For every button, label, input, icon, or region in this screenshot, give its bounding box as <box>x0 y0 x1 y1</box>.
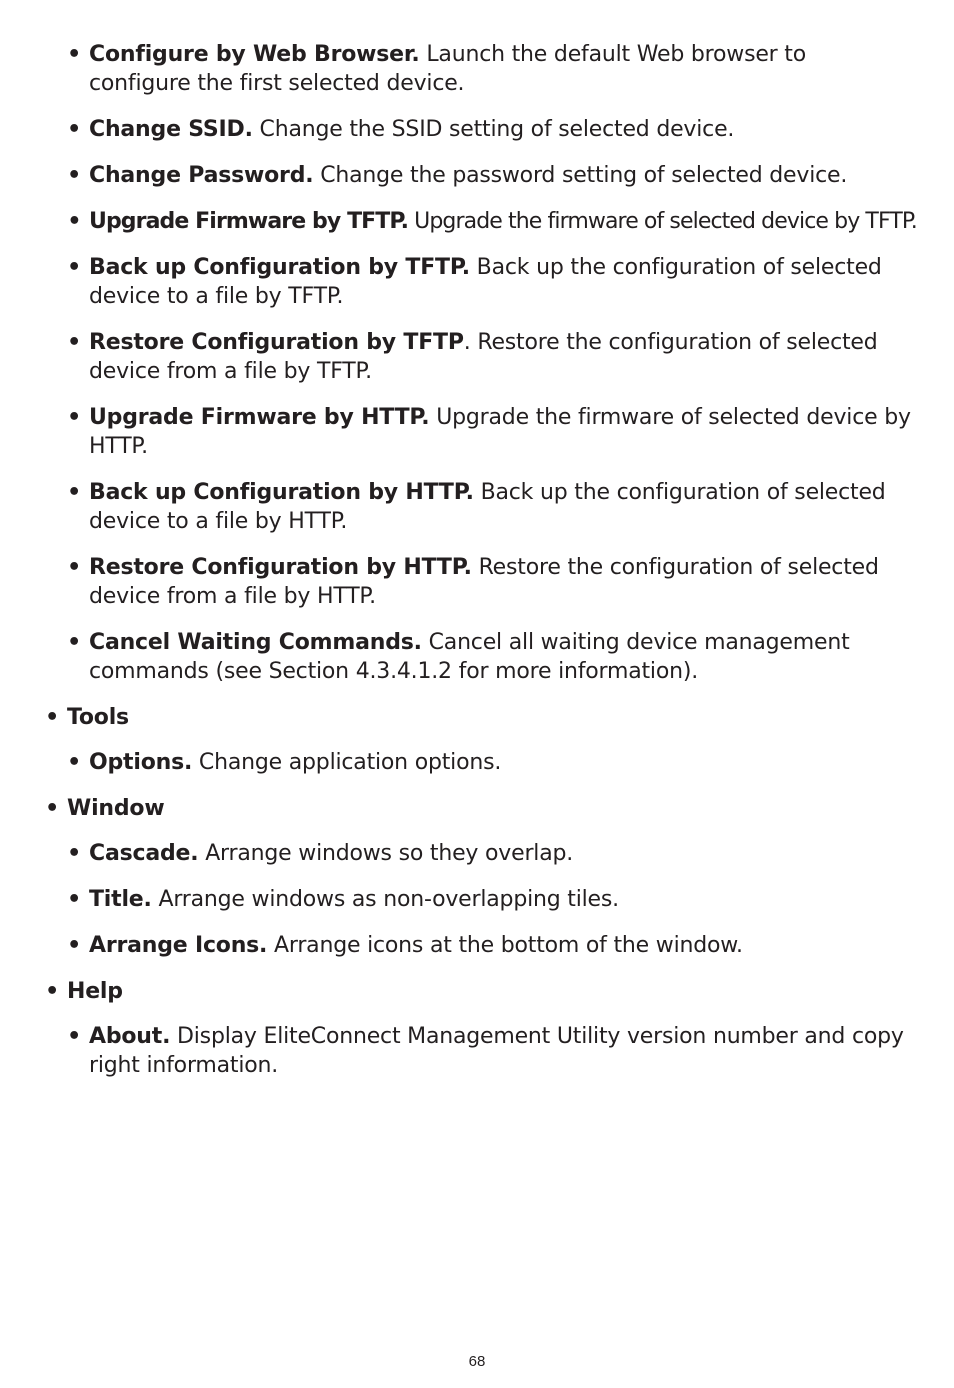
item-description: Upgrade the firmware of selected device by HTTP. <box>89 405 911 459</box>
item-title: Configure by Web Browser. <box>89 42 420 67</box>
list-item-help <box>45 977 914 1006</box>
list-item-backup-config-http <box>67 478 914 536</box>
menu-heading: Help <box>67 979 123 1004</box>
list-item-tools <box>45 703 914 732</box>
item-description: Arrange icons at the bottom of the window. <box>267 933 743 958</box>
list-item-title <box>67 885 914 914</box>
item-title: Cascade. <box>89 841 199 866</box>
item-title: Options. <box>89 750 193 775</box>
document-body <box>0 40 954 1097</box>
item-title: Title. <box>89 887 152 912</box>
list-item-configure-web-browser <box>67 40 914 98</box>
list-item-restore-config-tftp <box>67 328 914 386</box>
item-title: Restore Configuration by TFTP <box>89 330 464 355</box>
bullet: • <box>67 42 81 67</box>
bullet: • <box>67 255 81 280</box>
bullet: • <box>67 555 81 580</box>
list-item-upgrade-firmware-http <box>67 403 914 461</box>
list-item-cascade <box>67 839 914 868</box>
item-title: Change Password. <box>89 163 314 188</box>
item-description: Back up the configuration of selected device to a file by TFTP. <box>89 255 882 309</box>
list-item-cancel-waiting-commands <box>67 628 914 686</box>
item-description: Arrange windows as non-overlapping tiles. <box>151 887 619 912</box>
item-title: Back up Configuration by TFTP. <box>89 255 470 280</box>
item-description: Arrange windows so they overlap. <box>198 841 574 866</box>
bullet: • <box>67 117 81 142</box>
list-item-arrange-icons <box>67 931 914 960</box>
item-description: Change the password setting of selected device. <box>313 163 848 188</box>
bullet: • <box>45 796 59 821</box>
bullet: • <box>67 933 81 958</box>
item-description: Restore the configuration of selected device from a file by HTTP. <box>89 555 879 609</box>
bullet: • <box>67 1024 81 1049</box>
bullet: • <box>67 630 81 655</box>
list-item-change-password <box>67 161 914 190</box>
item-title: Back up Configuration by HTTP. <box>89 480 474 505</box>
menu-heading: Tools <box>67 705 129 730</box>
item-title: Arrange Icons. <box>89 933 268 958</box>
item-description: Change application options. <box>192 750 502 775</box>
item-description: Back up the configuration of selected device to a file by HTTP. <box>89 480 886 534</box>
bullet: • <box>67 480 81 505</box>
list-item-upgrade-firmware-tftp <box>67 207 954 236</box>
bullet: • <box>45 979 59 1004</box>
menu-heading: Window <box>67 796 165 821</box>
item-description: . Restore the configuration of selected device from a file by TFTP. <box>89 330 878 384</box>
list-item-restore-config-http <box>67 553 914 611</box>
bullet: • <box>45 705 59 730</box>
item-description: Change the SSID setting of selected device. <box>252 117 735 142</box>
list-item-window <box>45 794 914 823</box>
item-title: Restore Configuration by HTTP. <box>89 555 472 580</box>
item-title: Cancel Waiting Commands. <box>89 630 422 655</box>
list-item-about <box>67 1022 914 1080</box>
bullet: • <box>67 841 81 866</box>
bullet: • <box>67 887 81 912</box>
bullet: • <box>67 163 81 188</box>
bullet: • <box>67 330 81 355</box>
list-item-backup-config-tftp <box>67 253 914 311</box>
page-number: 68 <box>468 1353 486 1370</box>
item-description: Upgrade the firmware of selected device by TFTP. <box>408 209 917 234</box>
list-item-change-ssid <box>67 115 914 144</box>
item-title: About. <box>89 1024 171 1049</box>
item-title: Change SSID. <box>89 117 253 142</box>
item-description: Display EliteConnect Management Utility version number and copy right information. <box>89 1024 904 1078</box>
list-item-options <box>67 748 914 777</box>
item-title: Upgrade Firmware by HTTP. <box>89 405 430 430</box>
bullet: • <box>67 209 81 234</box>
item-title: Upgrade Firmware by TFTP. <box>89 209 409 234</box>
bullet: • <box>67 750 81 775</box>
bullet: • <box>67 405 81 430</box>
item-description: Launch the default Web browser to configure the first selected device. <box>89 42 806 96</box>
item-description: Cancel all waiting device management commands (see Section 4.3.4.1.2 for more information). <box>89 630 850 684</box>
